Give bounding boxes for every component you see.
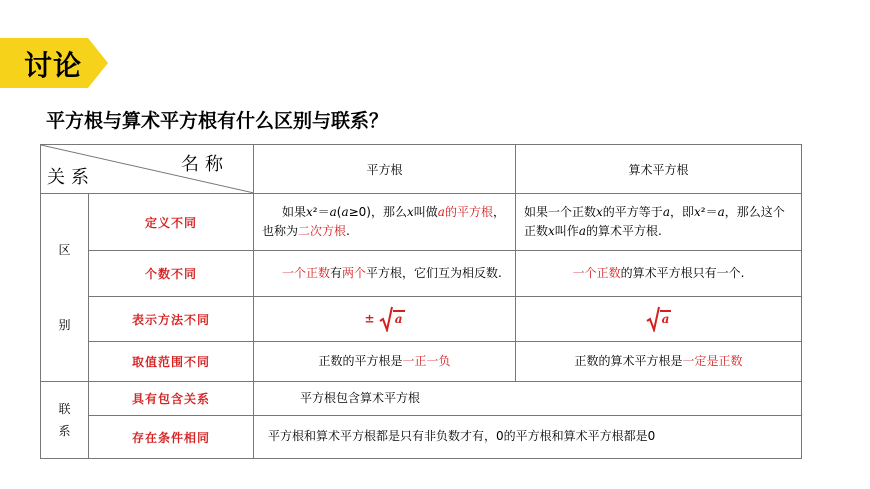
definition-arithmetic-root: 如果一个正数x的平方等于a，即x²＝a，那么这个正数x叫作a的算术平方根. <box>516 194 802 251</box>
range-arithmetic-root: 正数的算术平方根是一定是正数 <box>516 342 802 382</box>
row-label-count: 个数不同 <box>89 251 254 297</box>
group-relation <box>41 382 89 459</box>
row-label-definition: 定义不同 <box>89 194 254 251</box>
radicand: a <box>661 311 670 326</box>
count-arithmetic-root: 一个正数的算术平方根只有一个. <box>516 251 802 297</box>
range-square-root: 正数的平方根是一正一负 <box>254 342 516 382</box>
group-relation-char1: 联 <box>58 401 71 416</box>
row-label-notation: 表示方法不同 <box>89 297 254 342</box>
question-title: 平方根与算术平方根有什么区别与联系？ <box>46 110 389 132</box>
notation-arithmetic-root <box>516 297 802 342</box>
corner-cell <box>41 145 254 194</box>
banner-label: 讨论 <box>24 49 83 82</box>
row-label-range: 取值范围不同 <box>89 342 254 382</box>
corner-name-label: 名称 <box>181 154 229 175</box>
count-square-root: 一个正数有两个平方根，它们互为相反数. <box>254 251 516 297</box>
row-label-inclusion: 具有包含关系 <box>89 382 254 416</box>
table-row <box>41 297 802 342</box>
group-relation-char2: 系 <box>58 424 71 438</box>
table-row <box>41 416 802 459</box>
radicand: a <box>394 311 403 326</box>
table-row <box>41 251 802 297</box>
group-difference-char2: 别 <box>58 317 71 332</box>
row-label-existence: 存在条件相同 <box>89 416 254 459</box>
comparison-table <box>40 144 802 459</box>
topic-banner <box>0 38 108 88</box>
existence-text: 平方根和算术平方根都是只有非负数才有，0的平方根和算术平方根都是0 <box>254 416 802 459</box>
table-row <box>41 342 802 382</box>
inclusion-text: 平方根包含算术平方根 <box>254 382 802 416</box>
radical-sign-icon <box>646 306 660 332</box>
table-row <box>41 382 802 416</box>
group-difference-char1: 区 <box>58 243 71 258</box>
notation-square-root <box>254 297 516 342</box>
corner-relation-label: 关系 <box>47 167 95 188</box>
group-difference <box>41 194 89 382</box>
definition-square-root: 如果x²＝a(a≥0)，那么x叫做a的平方根，也称为二次方根. <box>254 194 516 251</box>
plus-minus-sign: ± <box>364 311 375 326</box>
radical-sign-icon <box>379 306 393 332</box>
table-header-row <box>41 145 802 194</box>
header-arithmetic-root: 算术平方根 <box>516 145 802 194</box>
table-row <box>41 194 802 251</box>
header-square-root: 平方根 <box>254 145 516 194</box>
